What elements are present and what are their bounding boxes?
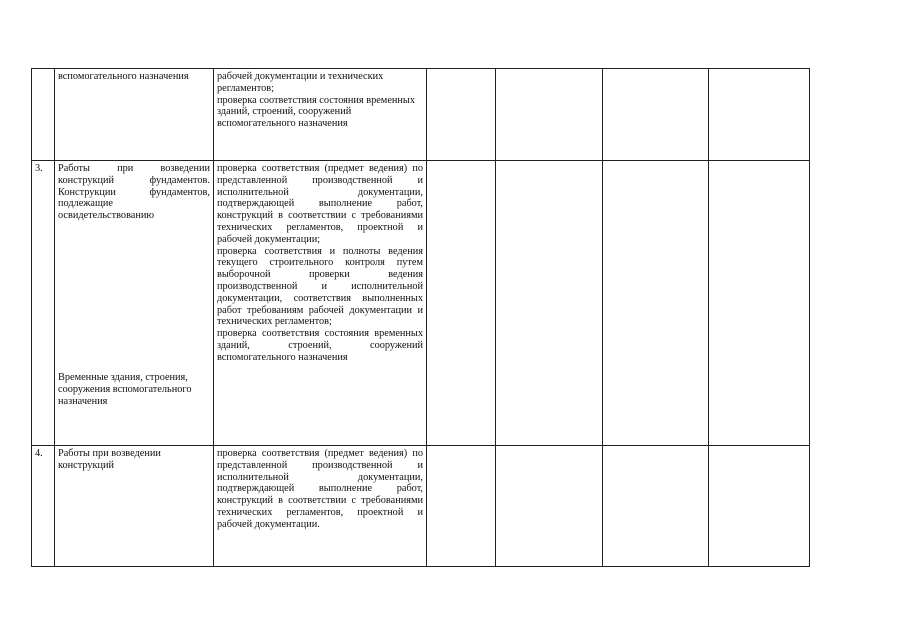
- empty-cell: [496, 161, 603, 446]
- inspection-text: проверка соответствия (предмет ведения) по представленной производственной и исполнительной документации, подтверждающей выполнение работ, конструкций в соответствии с требованиями технических регламентов, проектной и рабочей документации.: [217, 448, 423, 530]
- inspection-subject-cell: [214, 161, 427, 446]
- row-number: 3.: [32, 161, 55, 446]
- inspection-text: проверка соответствия состояния временных зданий, строений, сооружений вспомогательного назначения: [217, 94, 415, 130]
- empty-cell: [496, 69, 603, 161]
- inspection-subject-cell: [214, 69, 427, 161]
- inspection-text: проверка соответствия состояния временных зданий, строений, сооружений вспомогательного назначения: [217, 328, 423, 363]
- inspection-text: проверка соответствия и полноты ведения текущего строительного контроля путем выборочной проверки ведения производственной и исполнительной документации, соответствия выполненных работ требованиям рабочей документации и технических регламентов;: [217, 245, 423, 328]
- empty-cell: [709, 446, 810, 567]
- row-number: 4.: [32, 446, 55, 567]
- empty-cell: [709, 69, 810, 161]
- requirements-table: [31, 68, 810, 567]
- empty-cell: [427, 69, 496, 161]
- table-row: [32, 446, 810, 567]
- work-type-cell: [55, 69, 214, 161]
- row-number: [32, 69, 55, 161]
- work-type-cell: [55, 161, 214, 446]
- work-type-text: вспомогательного назначения: [58, 71, 189, 82]
- empty-cell: [427, 446, 496, 567]
- table-row: [32, 161, 810, 446]
- empty-cell: [603, 161, 709, 446]
- work-type-text: Работы при возведении конструкций: [58, 448, 161, 471]
- inspection-text: проверка соответствия (предмет ведения) по представленной производственной и исполнительной документации, подтверждающей выполнение работ, конструкций в соответствии с требованиями технических регламентов, проектной и рабочей документации;: [217, 163, 423, 245]
- empty-cell: [496, 446, 603, 567]
- work-type-cell: [55, 446, 214, 567]
- work-type-text: Работы при возведении конструкций фундаментов. Конструкции фундаментов, подлежащие освидетельствованию: [58, 163, 210, 222]
- empty-cell: [427, 161, 496, 446]
- empty-cell: [603, 69, 709, 161]
- table-row: [32, 69, 810, 161]
- empty-cell: [603, 446, 709, 567]
- empty-cell: [709, 161, 810, 446]
- inspection-text: рабочей документации и технических регламентов;: [217, 71, 384, 94]
- inspection-subject-cell: [214, 446, 427, 567]
- work-type-text: Временные здания, строения, сооружения вспомогательного назначения: [58, 371, 192, 407]
